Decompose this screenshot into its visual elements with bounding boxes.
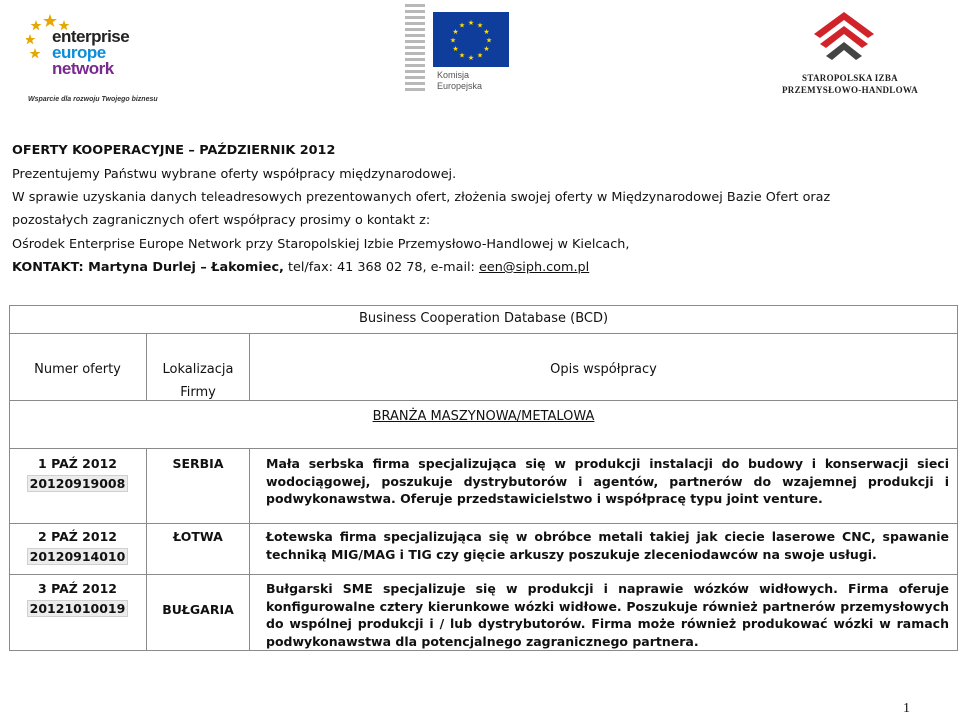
een-tagline: Wsparcie dla rozwoju Twojego biznesu	[28, 96, 158, 103]
contact-line	[12, 260, 589, 275]
ec-line2: Europejska	[437, 81, 483, 91]
offer-location: SERBIA	[172, 456, 224, 471]
offer-date: 1 PAŹ 2012	[38, 456, 117, 471]
header-cell-description	[249, 334, 957, 400]
header-cell-location	[146, 334, 249, 400]
svg-text:★: ★	[485, 36, 493, 45]
siph-line1: STAROPOLSKA IZBA	[802, 73, 898, 83]
svg-text:★: ★	[452, 28, 459, 36]
siph-logo	[770, 12, 930, 98]
offer-description-cell	[249, 575, 957, 650]
table-row	[10, 574, 957, 650]
document-title: OFERTY KOOPERACYJNE – PAŹDZIERNIK 2012	[12, 143, 336, 158]
offer-date: 2 PAŹ 2012	[38, 529, 117, 544]
een-word-enterprise: enterprise	[52, 27, 130, 46]
eu-flag	[433, 12, 509, 67]
offer-description-cell	[249, 449, 957, 523]
contact-details: tel/fax: 41 368 02 78, e-mail:	[287, 260, 475, 275]
table-row	[10, 448, 957, 523]
offer-id-cell	[10, 575, 145, 650]
sector-label: BRANŻA MASZYNOWA/METALOWA	[372, 409, 595, 424]
intro-line-1: Prezentujemy Państwu wybrane oferty współpracy międzynarodowej.	[12, 167, 457, 182]
header-location-line1: Lokalizacja	[162, 362, 234, 377]
een-word-europe: europe	[52, 43, 106, 62]
intro-line-4: Ośrodek Enterprise Europe Network przy Staropolskiej Izbie Przemysłowo-Handlowej w Kielcach,	[12, 237, 630, 252]
svg-text:★: ★	[449, 36, 457, 45]
offer-description: Łotewska firma specjalizująca się w obróbce metali takiej jak ciecie laserowe CNC, spawanie techniką MIG/MAG i TIG czy gięcie arkuszy poszukuje zleceniodawców na swoje usługi.	[266, 529, 949, 562]
svg-text:★: ★	[476, 21, 484, 30]
european-commission-logo	[403, 0, 513, 100]
offer-number: 20120919008	[27, 475, 129, 492]
ec-wordmark	[437, 70, 482, 92]
offer-description: Bułgarski SME specjalizuje się w produkcji i naprawie wózków widłowych. Firma oferuje konfigurowalne cztery kierunkowe wózki widłowe. Poszukuje również partnerów przemysłowych do wspólnej produkcji i / lub dystrybutorów. Firma może również produkować wózki w ramach podwykonawstwa dla potencjalnego zagranicznego partnera.	[266, 581, 949, 649]
svg-text:★: ★	[467, 19, 475, 27]
header-cell-offer-number	[10, 334, 145, 400]
offer-id-cell	[10, 449, 145, 523]
een-wordmark	[52, 29, 129, 77]
offer-location-cell	[146, 575, 249, 650]
svg-text:★: ★	[458, 51, 466, 60]
page-number: 1	[903, 701, 910, 716]
svg-text:★: ★	[467, 54, 475, 62]
offers-table	[9, 305, 958, 651]
siph-wordmark	[770, 72, 930, 96]
offer-description-cell	[249, 524, 957, 574]
database-title: Business Cooperation Database (BCD)	[358, 311, 609, 326]
contact-email-link[interactable]: een@siph.com.pl	[478, 260, 590, 275]
contact-label: KONTAKT: Martyna Durlej – Łakomiec,	[12, 260, 284, 275]
een-word-network: network	[52, 59, 114, 78]
svg-text:★: ★	[452, 45, 459, 53]
ec-building-icon	[403, 0, 433, 92]
offer-location-cell	[146, 524, 249, 574]
eu-stars-icon	[433, 12, 509, 67]
table-title-row	[10, 306, 957, 333]
table-header-row	[10, 333, 957, 400]
intro-line-2: W sprawie uzyskania danych teleadresowych prezentowanych ofert, złożenia swojej oferty w Międzynarodowej Bazie Ofert oraz	[12, 190, 831, 205]
table-row	[10, 523, 957, 574]
offer-location: ŁOTWA	[173, 529, 223, 544]
intro-line-3: pozostałych zagranicznych ofert współpracy prosimy o kontakt z:	[12, 213, 431, 228]
svg-text:★: ★	[483, 45, 490, 53]
enterprise-europe-network-logo	[26, 12, 158, 112]
offer-location-cell	[146, 449, 249, 523]
ec-line1: Komisja	[437, 70, 470, 80]
header-location-line2: Firmy	[180, 385, 216, 400]
offer-location: BUŁGARIA	[162, 602, 234, 617]
offer-description: Mała serbska firma specjalizująca się w produkcji instalacji do budowy i konserwacji sieci wodociągowej, poszukuje dystrybutorów i agentów, partnerów do wzajemnej produkcji i podwykonawstwa. Oferuje przedstawicielstwo i współpracę typu joint venture.	[266, 456, 949, 506]
header-offer-number: Numer oferty	[34, 362, 121, 377]
svg-text:★: ★	[483, 28, 490, 36]
svg-text:★: ★	[458, 21, 466, 30]
offer-number: 20121010019	[27, 600, 129, 617]
sector-title	[10, 409, 957, 424]
offer-number: 20120914010	[27, 548, 129, 565]
siph-chevron-icon	[814, 12, 874, 68]
offer-date: 3 PAŹ 2012	[38, 581, 117, 596]
header-description: Opis współpracy	[550, 362, 657, 377]
sector-row	[10, 400, 957, 448]
svg-text:★: ★	[476, 51, 484, 60]
offer-id-cell	[10, 524, 145, 574]
siph-line2: PRZEMYSŁOWO-HANDLOWA	[781, 85, 918, 95]
